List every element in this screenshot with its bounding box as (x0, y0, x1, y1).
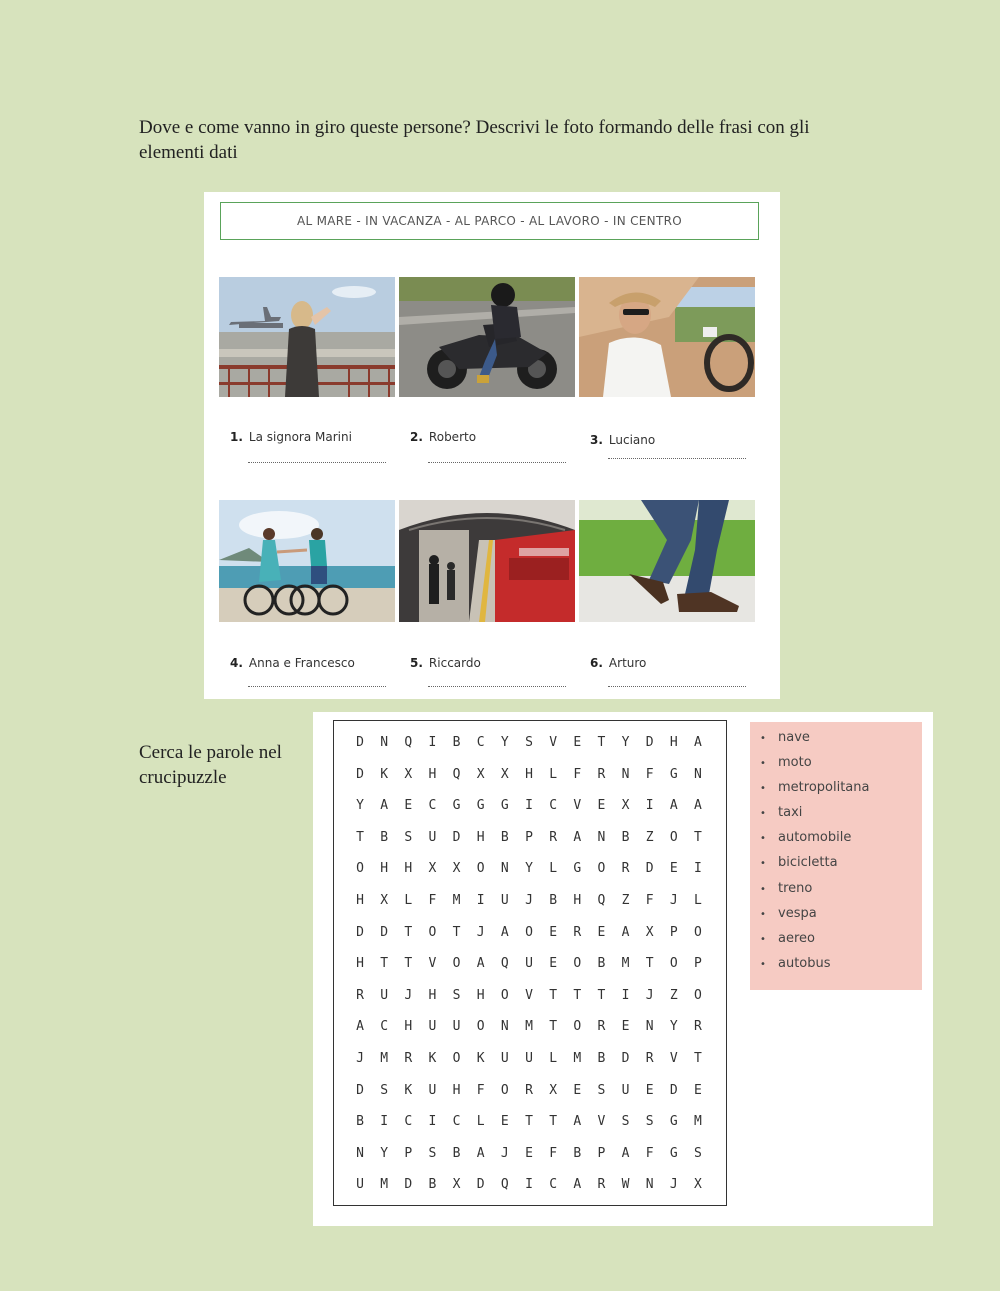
grid-letter[interactable]: O (669, 956, 678, 972)
grid-letter[interactable]: A (380, 798, 389, 814)
word-list-item (760, 780, 922, 805)
grid-letter[interactable]: C (476, 735, 485, 750)
couple-bicycles-beach-photo (219, 500, 395, 622)
grid-letter[interactable]: M (525, 1019, 533, 1035)
word-list-item (760, 906, 922, 931)
grid-letter[interactable]: V (669, 1051, 678, 1066)
answer-line-1[interactable] (248, 462, 386, 463)
airport-woman-photo (219, 277, 395, 397)
grid-letter[interactable]: P (525, 829, 533, 845)
grid-letter[interactable]: D (452, 829, 461, 845)
grid-letter[interactable]: O (452, 1051, 461, 1066)
grid-letter[interactable]: B (428, 1177, 437, 1193)
grid-letter[interactable]: C (549, 1177, 558, 1193)
grid-letter[interactable]: A (573, 1114, 582, 1130)
grid-letter[interactable]: R (356, 987, 364, 1003)
grid-letter[interactable]: Q (500, 956, 509, 972)
grid-letter[interactable]: F (645, 766, 654, 782)
word-list-item (760, 931, 922, 956)
grid-letter[interactable]: X (452, 1177, 461, 1193)
grid-letter[interactable]: T (356, 829, 364, 845)
grid-letter[interactable]: H (404, 1019, 413, 1035)
grid-letter[interactable]: K (380, 766, 389, 782)
grid-letter[interactable]: Q (452, 766, 461, 782)
grid-row (348, 798, 710, 813)
grid-letter[interactable]: H (356, 893, 364, 908)
grid-letter[interactable]: Z (621, 893, 630, 908)
grid-letter[interactable]: F (476, 1082, 485, 1098)
grid-letter[interactable]: X (428, 861, 437, 877)
grid-letter[interactable]: Z (669, 987, 678, 1003)
grid-letter[interactable]: Y (380, 1145, 389, 1161)
grid-letter[interactable]: S (621, 1114, 630, 1130)
grid-letter[interactable]: D (404, 1177, 413, 1193)
word-list-item (760, 881, 922, 906)
grid-letter[interactable]: X (380, 893, 389, 908)
grid-letter[interactable]: F (573, 766, 582, 782)
word-label: autobus (778, 955, 831, 971)
grid-letter[interactable]: U (500, 893, 509, 908)
grid-letter[interactable]: M (380, 1177, 389, 1193)
grid-letter[interactable]: D (669, 1082, 678, 1098)
grid-letter[interactable]: S (404, 829, 413, 845)
grid-letter[interactable]: D (356, 766, 364, 782)
word-label: vespa (778, 905, 817, 921)
grid-letter[interactable]: R (621, 861, 630, 877)
grid-letter[interactable]: R (525, 1082, 533, 1098)
grid-letter[interactable]: J (669, 893, 678, 908)
grid-letter[interactable]: I (525, 1177, 533, 1193)
grid-letter[interactable]: V (549, 735, 558, 750)
grid-letter[interactable]: Q (597, 893, 606, 908)
grid-letter[interactable]: I (694, 861, 702, 877)
grid-letter[interactable]: N (500, 861, 509, 877)
grid-letter[interactable]: B (549, 893, 558, 908)
grid-letter[interactable]: C (452, 1114, 461, 1130)
grid-letter[interactable]: D (476, 1177, 485, 1193)
bullet-icon: • (760, 858, 766, 870)
grid-letter[interactable]: H (573, 893, 582, 908)
grid-letter[interactable]: H (404, 861, 413, 877)
grid-letter[interactable]: T (597, 735, 606, 750)
grid-letter[interactable]: K (404, 1082, 413, 1098)
wordsearch-label: Cerca le parole nel crucipuzzle (139, 742, 282, 788)
grid-letter[interactable]: D (621, 1051, 630, 1066)
grid-letter[interactable]: B (380, 829, 389, 845)
grid-letter[interactable]: U (525, 956, 533, 972)
word-label: automobile (778, 830, 852, 846)
grid-letter[interactable]: S (597, 1082, 606, 1098)
grid-letter[interactable]: Z (645, 829, 654, 845)
grid-letter[interactable]: V (597, 1114, 606, 1130)
grid-letter[interactable]: X (476, 766, 485, 782)
grid-letter[interactable]: T (380, 956, 389, 972)
word-list-item (760, 830, 922, 855)
grid-letter[interactable]: O (476, 1019, 485, 1035)
grid-letter[interactable]: Q (500, 1177, 509, 1193)
grid-letter[interactable]: A (476, 1145, 485, 1161)
grid-letter[interactable]: E (694, 1082, 702, 1098)
grid-letter[interactable]: P (597, 1145, 606, 1161)
grid-letter[interactable]: N (694, 766, 702, 782)
grid-letter[interactable]: U (428, 1082, 437, 1098)
grid-letter[interactable]: H (476, 987, 485, 1003)
grid-letter[interactable]: R (597, 766, 606, 782)
grid-letter[interactable]: S (428, 1145, 437, 1161)
grid-letter[interactable]: U (380, 987, 389, 1003)
grid-letter[interactable]: O (428, 924, 437, 940)
wordsearch-card (313, 712, 933, 1226)
bullet-icon: • (760, 783, 766, 795)
grid-letter[interactable]: S (525, 735, 533, 750)
bullet-icon: • (760, 808, 766, 820)
exercise-instruction: Dove e come vanno in giro queste persone? Descrivi le foto formando delle frasi con gli elementi dati (139, 117, 810, 163)
grid-letter[interactable]: O (597, 861, 606, 877)
grid-letter[interactable]: E (645, 1082, 654, 1098)
word-label: treno (778, 880, 813, 896)
grid-letter[interactable]: O (500, 1082, 509, 1098)
grid-letter[interactable]: K (476, 1051, 485, 1066)
grid-letter[interactable]: T (573, 987, 582, 1003)
grid-letter[interactable]: T (404, 956, 413, 972)
photo-exercise-card (204, 192, 780, 699)
grid-letter[interactable]: M (380, 1051, 389, 1066)
bullet-icon: • (760, 883, 766, 895)
grid-letter[interactable]: I (380, 1114, 389, 1130)
grid-letter[interactable]: D (645, 735, 654, 750)
bullet-icon: • (760, 933, 766, 945)
grid-letter[interactable]: Y (621, 735, 630, 750)
caption-5: 5. Riccardo (410, 656, 481, 670)
grid-letter[interactable]: U (621, 1082, 630, 1098)
answer-line-5[interactable] (428, 686, 566, 687)
grid-letter[interactable]: R (404, 1051, 413, 1066)
grid-letter[interactable]: T (452, 924, 461, 940)
word-list-item (760, 956, 922, 981)
grid-row (348, 1019, 710, 1034)
grid-letter[interactable]: E (549, 956, 558, 972)
answer-line-3[interactable] (608, 458, 746, 459)
grid-letter[interactable]: S (380, 1082, 389, 1098)
grid-letter[interactable]: H (669, 735, 678, 750)
word-label: bicicletta (778, 855, 838, 871)
walking-feet-photo (579, 500, 755, 622)
grid-letter[interactable]: N (380, 735, 389, 750)
grid-letter[interactable]: O (500, 987, 509, 1003)
grid-letter[interactable]: I (525, 798, 533, 814)
grid-letter[interactable]: P (404, 1145, 413, 1161)
grid-letter[interactable]: Y (669, 1019, 678, 1035)
grid-letter[interactable]: J (645, 987, 654, 1003)
grid-letter[interactable]: X (404, 766, 413, 782)
grid-letter[interactable]: V (428, 956, 437, 972)
bullet-icon: • (760, 833, 766, 845)
grid-letter[interactable]: H (428, 766, 437, 782)
word-list-item (760, 805, 922, 830)
grid-letter[interactable]: D (356, 735, 364, 750)
grid-letter[interactable]: T (694, 829, 702, 845)
grid-letter[interactable]: G (500, 798, 509, 814)
grid-letter[interactable]: E (573, 1082, 582, 1098)
grid-letter[interactable]: P (669, 924, 678, 940)
grid-letter[interactable]: F (645, 1145, 654, 1161)
grid-letter[interactable]: E (597, 924, 606, 940)
word-label: moto (778, 755, 812, 771)
grid-letter[interactable]: Y (525, 861, 533, 877)
grid-letter[interactable]: T (549, 1114, 558, 1130)
grid-letter[interactable]: N (645, 1019, 654, 1035)
grid-row (348, 1146, 710, 1161)
grid-letter[interactable]: J (525, 893, 533, 908)
answer-line-2[interactable] (428, 462, 566, 463)
grid-letter[interactable]: E (573, 735, 582, 750)
grid-letter[interactable]: O (669, 829, 678, 845)
grid-letter[interactable]: O (694, 987, 702, 1003)
grid-letter[interactable]: H (380, 861, 389, 877)
grid-letter[interactable]: Y (500, 735, 509, 750)
caption-1: 1. La signora Marini (230, 430, 352, 444)
grid-letter[interactable]: J (669, 1177, 678, 1193)
bullet-icon: • (760, 908, 766, 920)
grid-letter[interactable]: F (549, 1145, 558, 1161)
grid-letter[interactable]: P (694, 956, 702, 972)
grid-letter[interactable]: I (645, 798, 654, 814)
grid-letter[interactable]: U (500, 1051, 509, 1066)
grid-letter[interactable]: D (356, 924, 364, 940)
caption-3: 3. Luciano (590, 433, 656, 447)
grid-letter[interactable]: Y (356, 798, 364, 814)
bullet-icon: • (760, 733, 766, 744)
grid-letter[interactable]: H (356, 956, 364, 972)
grid-letter[interactable]: I (428, 735, 437, 750)
grid-letter[interactable]: J (476, 924, 485, 940)
grid-letter[interactable]: E (404, 798, 413, 814)
grid-row (348, 861, 710, 876)
grid-letter[interactable]: K (428, 1051, 437, 1066)
grid-letter[interactable]: E (597, 798, 606, 814)
grid-letter[interactable]: R (597, 1177, 606, 1193)
grid-letter[interactable]: A (476, 956, 485, 972)
grid-letter[interactable]: O (573, 956, 582, 972)
grid-letter[interactable]: T (525, 1114, 533, 1130)
grid-letter[interactable]: O (476, 861, 485, 877)
grid-letter[interactable]: U (525, 1051, 533, 1066)
grid-letter[interactable]: M (621, 956, 630, 972)
grid-letter[interactable]: N (645, 1177, 654, 1193)
grid-row (348, 830, 710, 845)
caption-6: 6. Arturo (590, 656, 647, 670)
car-driver-photo (579, 277, 755, 397)
grid-letter[interactable]: E (500, 1114, 509, 1130)
grid-letter[interactable]: U (356, 1177, 364, 1193)
grid-letter[interactable]: N (597, 829, 606, 845)
grid-letter[interactable]: T (549, 1019, 558, 1035)
grid-letter[interactable]: R (549, 829, 558, 845)
grid-letter[interactable]: A (621, 1145, 630, 1161)
grid-letter[interactable]: G (669, 1114, 678, 1130)
grid-letter[interactable]: B (452, 735, 461, 750)
bullet-icon: • (760, 758, 766, 770)
grid-letter[interactable]: M (694, 1114, 702, 1130)
grid-letter[interactable]: R (694, 1019, 702, 1035)
grid-letter[interactable]: A (694, 798, 702, 814)
grid-letter[interactable]: T (597, 987, 606, 1003)
grid-letter[interactable]: X (452, 861, 461, 877)
motorcycle-rider-photo (399, 277, 575, 397)
grid-letter[interactable]: I (621, 987, 630, 1003)
grid-letter[interactable]: X (621, 798, 630, 814)
grid-letter[interactable]: F (428, 893, 437, 908)
grid-letter[interactable]: L (694, 893, 702, 908)
grid-letter[interactable]: B (597, 1051, 606, 1066)
grid-letter[interactable]: X (694, 1177, 702, 1193)
grid-letter[interactable]: X (500, 766, 509, 782)
grid-letter[interactable]: C (549, 798, 558, 814)
grid-letter[interactable]: Q (404, 735, 413, 750)
grid-letter[interactable]: N (356, 1145, 364, 1161)
grid-letter[interactable]: X (645, 924, 654, 940)
grid-letter[interactable]: S (452, 987, 461, 1003)
grid-letter[interactable]: M (452, 893, 461, 908)
grid-letter[interactable]: B (621, 829, 630, 845)
grid-letter[interactable]: H (525, 766, 533, 782)
grid-letter[interactable]: G (476, 798, 485, 814)
grid-letter[interactable]: R (573, 924, 582, 940)
word-list-item (760, 730, 922, 755)
word-label: taxi (778, 805, 803, 821)
grid-letter[interactable]: X (549, 1082, 558, 1098)
grid-row (348, 1051, 710, 1066)
word-label: nave (778, 730, 810, 745)
grid-letter[interactable]: B (500, 829, 509, 845)
metro-station-photo (399, 500, 575, 622)
grid-letter[interactable]: A (500, 924, 509, 940)
grid-row (348, 925, 710, 940)
grid-letter[interactable]: M (573, 1051, 582, 1066)
grid-letter[interactable]: L (549, 766, 558, 782)
grid-letter[interactable]: A (694, 735, 702, 750)
grid-letter[interactable]: F (645, 893, 654, 908)
grid-letter[interactable]: I (428, 1114, 437, 1130)
grid-letter[interactable]: S (645, 1114, 654, 1130)
grid-letter[interactable]: S (694, 1145, 702, 1161)
grid-letter[interactable]: V (525, 987, 533, 1003)
grid-letter[interactable]: N (500, 1019, 509, 1035)
grid-letter[interactable]: C (404, 1114, 413, 1130)
grid-letter[interactable]: E (669, 861, 678, 877)
caption-2: 2. Roberto (410, 430, 477, 444)
grid-row (348, 956, 710, 971)
grid-letter[interactable]: J (356, 1051, 364, 1066)
grid-row (348, 1083, 710, 1098)
grid-letter[interactable]: D (380, 924, 389, 940)
grid-letter[interactable]: H (428, 987, 437, 1003)
grid-letter[interactable]: J (500, 1145, 509, 1161)
places-box: AL MARE - IN VACANZA - AL PARCO - AL LAVORO - IN CENTRO (220, 202, 759, 240)
grid-letter[interactable]: T (645, 956, 654, 972)
grid-row (348, 767, 710, 782)
grid-row (348, 893, 710, 908)
grid-letter[interactable]: L (549, 1051, 558, 1066)
caption-4: 4. Anna e Francesco (230, 656, 355, 670)
grid-letter[interactable]: O (694, 924, 702, 940)
grid-letter[interactable]: E (549, 924, 558, 940)
grid-letter[interactable]: H (476, 829, 485, 845)
grid-letter[interactable]: G (669, 766, 678, 782)
grid-letter[interactable]: D (645, 861, 654, 877)
grid-letter[interactable]: O (525, 924, 533, 940)
grid-letter[interactable]: G (452, 798, 461, 814)
grid-letter[interactable]: D (356, 1082, 364, 1098)
grid-letter[interactable]: U (428, 1019, 437, 1035)
grid-letter[interactable]: N (621, 766, 630, 782)
grid-letter[interactable]: L (404, 893, 413, 908)
grid-letter[interactable]: G (669, 1145, 678, 1161)
word-list-item (760, 855, 922, 880)
grid-letter[interactable]: L (476, 1114, 485, 1130)
grid-row (348, 1114, 710, 1129)
grid-letter[interactable]: E (621, 1019, 630, 1035)
grid-letter[interactable]: B (356, 1114, 364, 1130)
grid-letter[interactable]: J (404, 987, 413, 1003)
grid-letter[interactable]: B (452, 1145, 461, 1161)
word-label: metropolitana (778, 780, 870, 796)
grid-letter[interactable]: O (452, 956, 461, 972)
grid-letter[interactable]: C (428, 798, 437, 814)
grid-letter[interactable]: A (573, 1177, 582, 1193)
grid-letter[interactable]: V (573, 798, 582, 814)
grid-letter[interactable]: O (573, 1019, 582, 1035)
wordsearch-grid[interactable] (333, 720, 727, 1206)
grid-letter[interactable]: B (573, 1145, 582, 1161)
grid-letter[interactable]: R (597, 1019, 606, 1035)
word-list-box (750, 722, 922, 990)
grid-letter[interactable]: I (476, 893, 485, 908)
grid-letter[interactable]: T (549, 987, 558, 1003)
bullet-icon: • (760, 958, 766, 970)
grid-letter[interactable]: U (452, 1019, 461, 1035)
grid-letter[interactable]: A (621, 924, 630, 940)
grid-letter[interactable]: T (694, 1051, 702, 1066)
grid-letter[interactable]: H (452, 1082, 461, 1098)
grid-letter[interactable]: U (428, 829, 437, 845)
answer-line-6[interactable] (608, 686, 746, 687)
grid-letter[interactable]: A (573, 829, 582, 845)
grid-row (348, 1177, 710, 1192)
word-label: aereo (778, 930, 815, 946)
grid-letter[interactable]: O (356, 861, 364, 877)
grid-letter[interactable]: W (621, 1177, 630, 1193)
grid-letter[interactable]: C (380, 1019, 389, 1035)
grid-letter[interactable]: A (356, 1019, 364, 1035)
grid-letter[interactable]: E (525, 1145, 533, 1161)
grid-row (348, 735, 710, 750)
grid-letter[interactable]: T (404, 924, 413, 940)
grid-row (348, 988, 710, 1003)
grid-letter[interactable]: L (549, 861, 558, 877)
grid-letter[interactable]: A (669, 798, 678, 814)
answer-line-4[interactable] (248, 686, 386, 687)
grid-letter[interactable]: G (573, 861, 582, 877)
grid-letter[interactable]: B (597, 956, 606, 972)
word-list-item (760, 755, 922, 780)
grid-letter[interactable]: R (645, 1051, 654, 1066)
